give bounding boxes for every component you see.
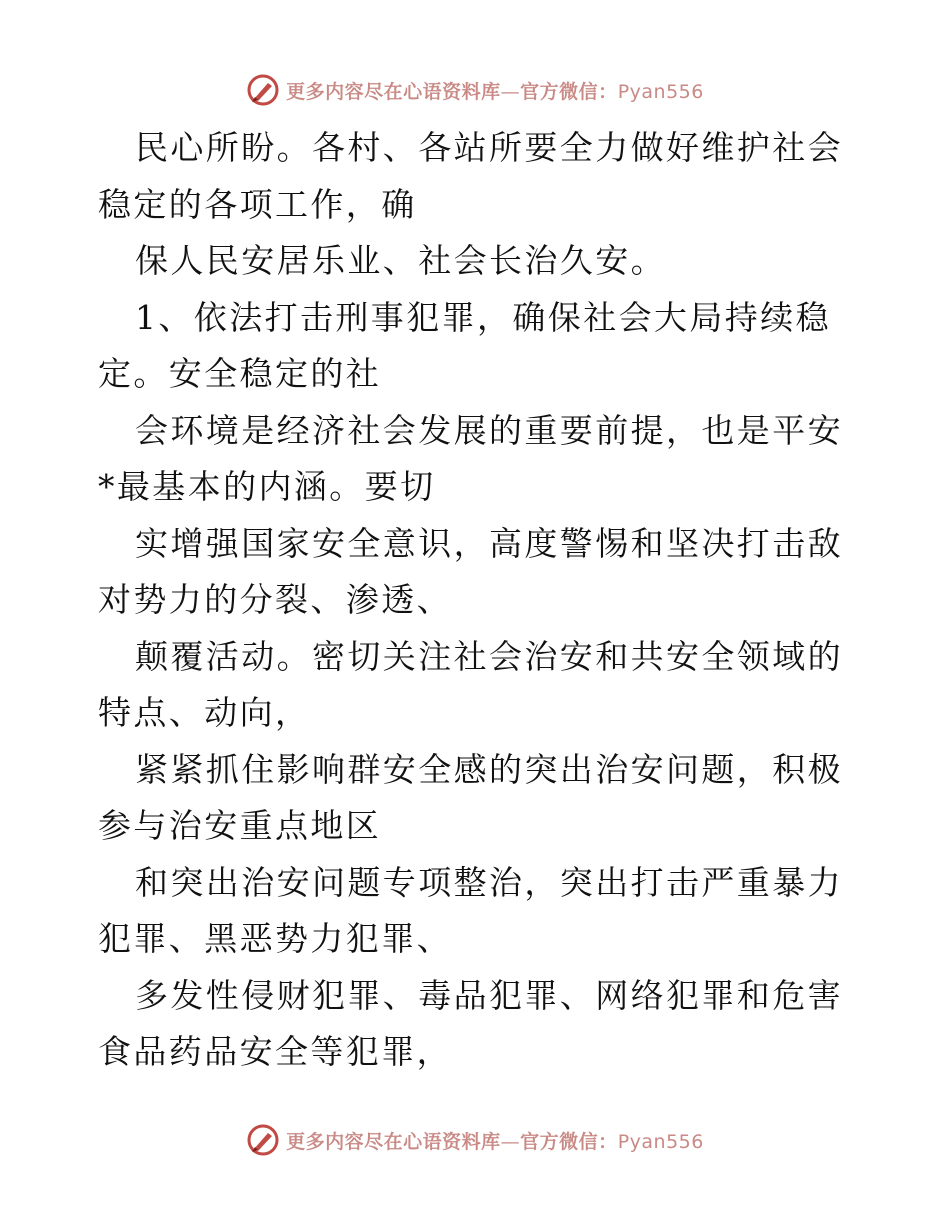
paragraph: 多发性侵财犯罪、毒品犯罪、网络犯罪和危害食品药品安全等犯罪， (98, 975, 843, 1071)
paragraph: 民心所盼。各村、各站所要全力做好维护社会稳定的各项工作，确 (98, 128, 843, 224)
paragraph: 会环境是经济社会发展的重要前提，也是平安*最基本的内涵。要切 (98, 410, 843, 506)
pen-logo-icon (246, 73, 280, 107)
paragraph: 保人民安居乐业、社会长治久安。 (135, 241, 666, 280)
footer-watermark (0, 1118, 950, 1162)
paragraph: 紧紧抓住影响群安全感的突出治安问题，积极参与治安重点地区 (98, 749, 843, 845)
paragraph: 颠覆活动。密切关注社会治安和共安全领域的特点、动向， (98, 636, 843, 732)
paragraph: 实增强国家安全意识，高度警惕和坚决打击敌对势力的分裂、渗透、 (98, 523, 843, 619)
header-watermark (0, 68, 950, 112)
pen-logo-icon (246, 1123, 280, 1157)
watermark-text: 更多内容尽在心语资料库—官方微信：Pyan556 (286, 80, 704, 103)
watermark-text: 更多内容尽在心语资料库—官方微信：Pyan556 (286, 1130, 704, 1153)
paragraph: 1、依法打击刑事犯罪，确保社会大局持续稳定。安全稳定的社 (98, 297, 831, 393)
document-body (98, 120, 858, 1081)
paragraph: 和突出治安问题专项整治，突出打击严重暴力犯罪、黑恶势力犯罪、 (98, 862, 843, 958)
